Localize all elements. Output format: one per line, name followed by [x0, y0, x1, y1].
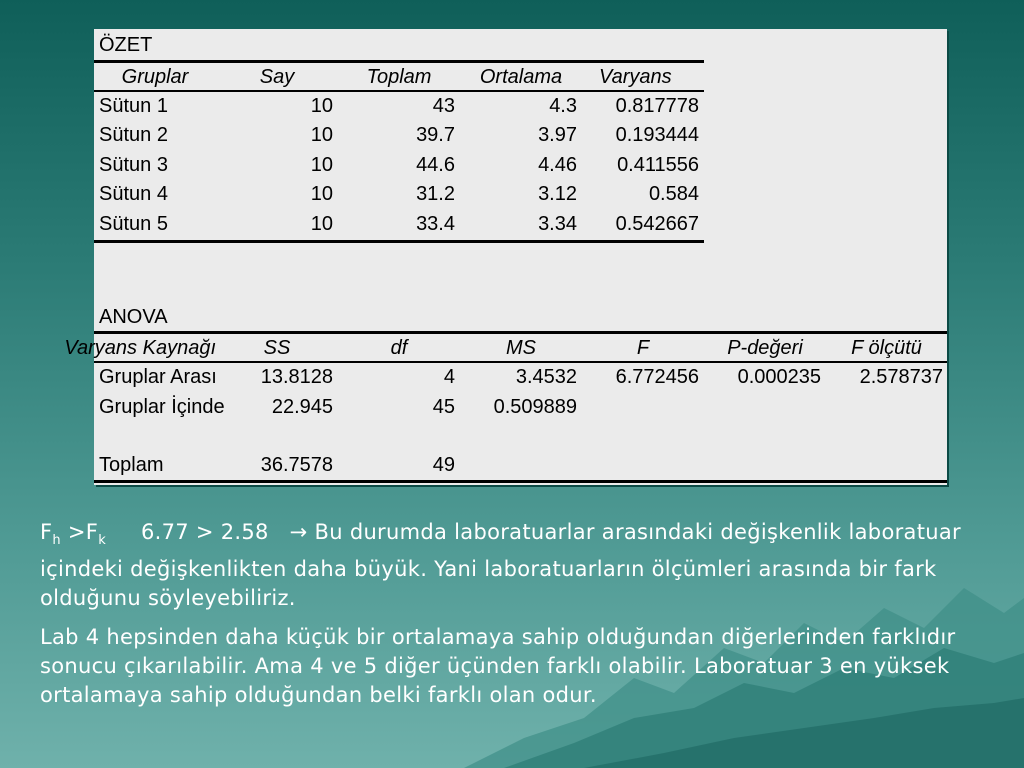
- ozet-row-4-say: 10: [310, 183, 333, 205]
- ozet-row-5-group: Sütun 5: [99, 213, 168, 235]
- ozet-row-4-varyans: 0.584: [648, 183, 699, 205]
- ozet-header-ortalama: Ortalama: [479, 66, 563, 88]
- anova-row-1-source: Gruplar Arası: [99, 366, 217, 388]
- ozet-row-1-toplam: 43: [432, 95, 455, 117]
- ozet-row-3-group: Sütun 3: [99, 154, 168, 176]
- ozet-header-toplam: Toplam: [366, 66, 432, 88]
- ozet-row-3-ortalama: 4.46: [538, 154, 577, 176]
- anova-row-2-ss: 22.945: [271, 396, 333, 418]
- anova-row-1-p-value: 0.000235: [737, 366, 821, 388]
- ozet-bottom-rule: [94, 240, 704, 243]
- ozet-top-rule: [94, 60, 704, 63]
- anova-top-rule: [94, 331, 947, 334]
- anova-header-rule: [94, 361, 947, 363]
- ozet-row-1-ortalama: 4.3: [549, 95, 577, 117]
- conclusion-paragraph: [40, 518, 1015, 613]
- ozet-row-2-say: 10: [310, 124, 333, 146]
- anova-header-ms: MS: [506, 337, 536, 359]
- anova-header-source: Varyans Kaynağı: [64, 337, 216, 359]
- ozet-row-2-varyans: 0.193444: [615, 124, 699, 146]
- ozet-header-say: Say: [259, 66, 295, 88]
- conclusion-sentence: Bu durumda laboratuarlar arasındaki değişkenlik laboratuar içindeki değişkenlikten daha büyük. Yani laboratuarların ölçümleri arasında bir fark olduğunu söyleyebiliriz.: [40, 520, 961, 611]
- anova-row-2-ms: 0.509889: [493, 396, 577, 418]
- anova-row-2-df: 45: [432, 396, 455, 418]
- ozet-row-2-toplam: 39.7: [416, 124, 455, 146]
- ozet-row-5-say: 10: [310, 213, 333, 235]
- spreadsheet-output: [64, 29, 947, 485]
- lab-comparison-paragraph: Lab 4 hepsinden daha küçük bir ortalamaya sahip olduğundan diğerlerinden farklıdır sonucu çıkarılabilir. Ama 4 ve 5 diğer üçünden farklı olabilir. Laboratuar 3 en yüksek ortalamaya sahip olduğundan belki farklı olan odur.: [40, 625, 956, 708]
- ozet-row-5-toplam: 33.4: [416, 213, 455, 235]
- ozet-row-3-varyans: 0.411556: [617, 154, 699, 176]
- anova-row-1-ss: 13.8128: [260, 366, 333, 388]
- anova-row-2-source: Gruplar İçinde: [99, 396, 225, 418]
- ozet-row-5-ortalama: 3.34: [538, 213, 577, 235]
- anova-row-3-source: Toplam: [99, 454, 164, 476]
- greater-than-f: >F: [60, 520, 99, 544]
- anova-bottom-rule: [94, 480, 947, 483]
- anova-row-1-ms: 3.4532: [515, 366, 577, 388]
- ozet-row-2-ortalama: 3.97: [538, 124, 577, 146]
- ozet-row-3-toplam: 44.6: [416, 154, 455, 176]
- ozet-header-gruplar: Gruplar: [121, 66, 189, 88]
- ozet-title: ÖZET: [99, 34, 153, 56]
- f-k-subscript: k: [98, 533, 107, 549]
- ozet-row-4-toplam: 31.2: [416, 183, 455, 205]
- anova-header-ss: SS: [263, 337, 291, 359]
- ozet-row-1-group: Sütun 1: [99, 95, 168, 117]
- anova-row-1-f: 6.772456: [615, 366, 699, 388]
- ozet-row-3-say: 10: [310, 154, 333, 176]
- ozet-row-1-varyans: 0.817778: [615, 95, 699, 117]
- ozet-row-4-ortalama: 3.12: [538, 183, 577, 205]
- anova-header-df: df: [390, 337, 408, 359]
- anova-header-f: F: [636, 337, 650, 359]
- ozet-row-2-group: Sütun 2: [99, 124, 168, 146]
- ozet-row-1-say: 10: [310, 95, 333, 117]
- f-h-subscript: h: [52, 533, 61, 549]
- arrow-icon: →: [289, 520, 308, 544]
- anova-title: ANOVA: [99, 306, 168, 328]
- anova-header-f-critical: F ölçütü: [851, 337, 922, 359]
- anova-row-1-f-critical: 2.578737: [859, 366, 943, 388]
- ozet-header-varyans: Varyans: [599, 66, 672, 88]
- anova-header-p-value: P-değeri: [727, 337, 803, 359]
- ozet-row-4-group: Sütun 4: [99, 183, 168, 205]
- anova-row-3-ss: 36.7578: [260, 454, 333, 476]
- ozet-row-5-varyans: 0.542667: [615, 213, 699, 235]
- anova-row-1-df: 4: [443, 366, 455, 388]
- ozet-header-rule: [94, 90, 704, 92]
- comparison-values: 6.77 > 2.58: [140, 520, 269, 544]
- f-h-symbol: F: [40, 520, 53, 544]
- explanation-text: [40, 518, 1015, 720]
- anova-row-3-df: 49: [432, 454, 455, 476]
